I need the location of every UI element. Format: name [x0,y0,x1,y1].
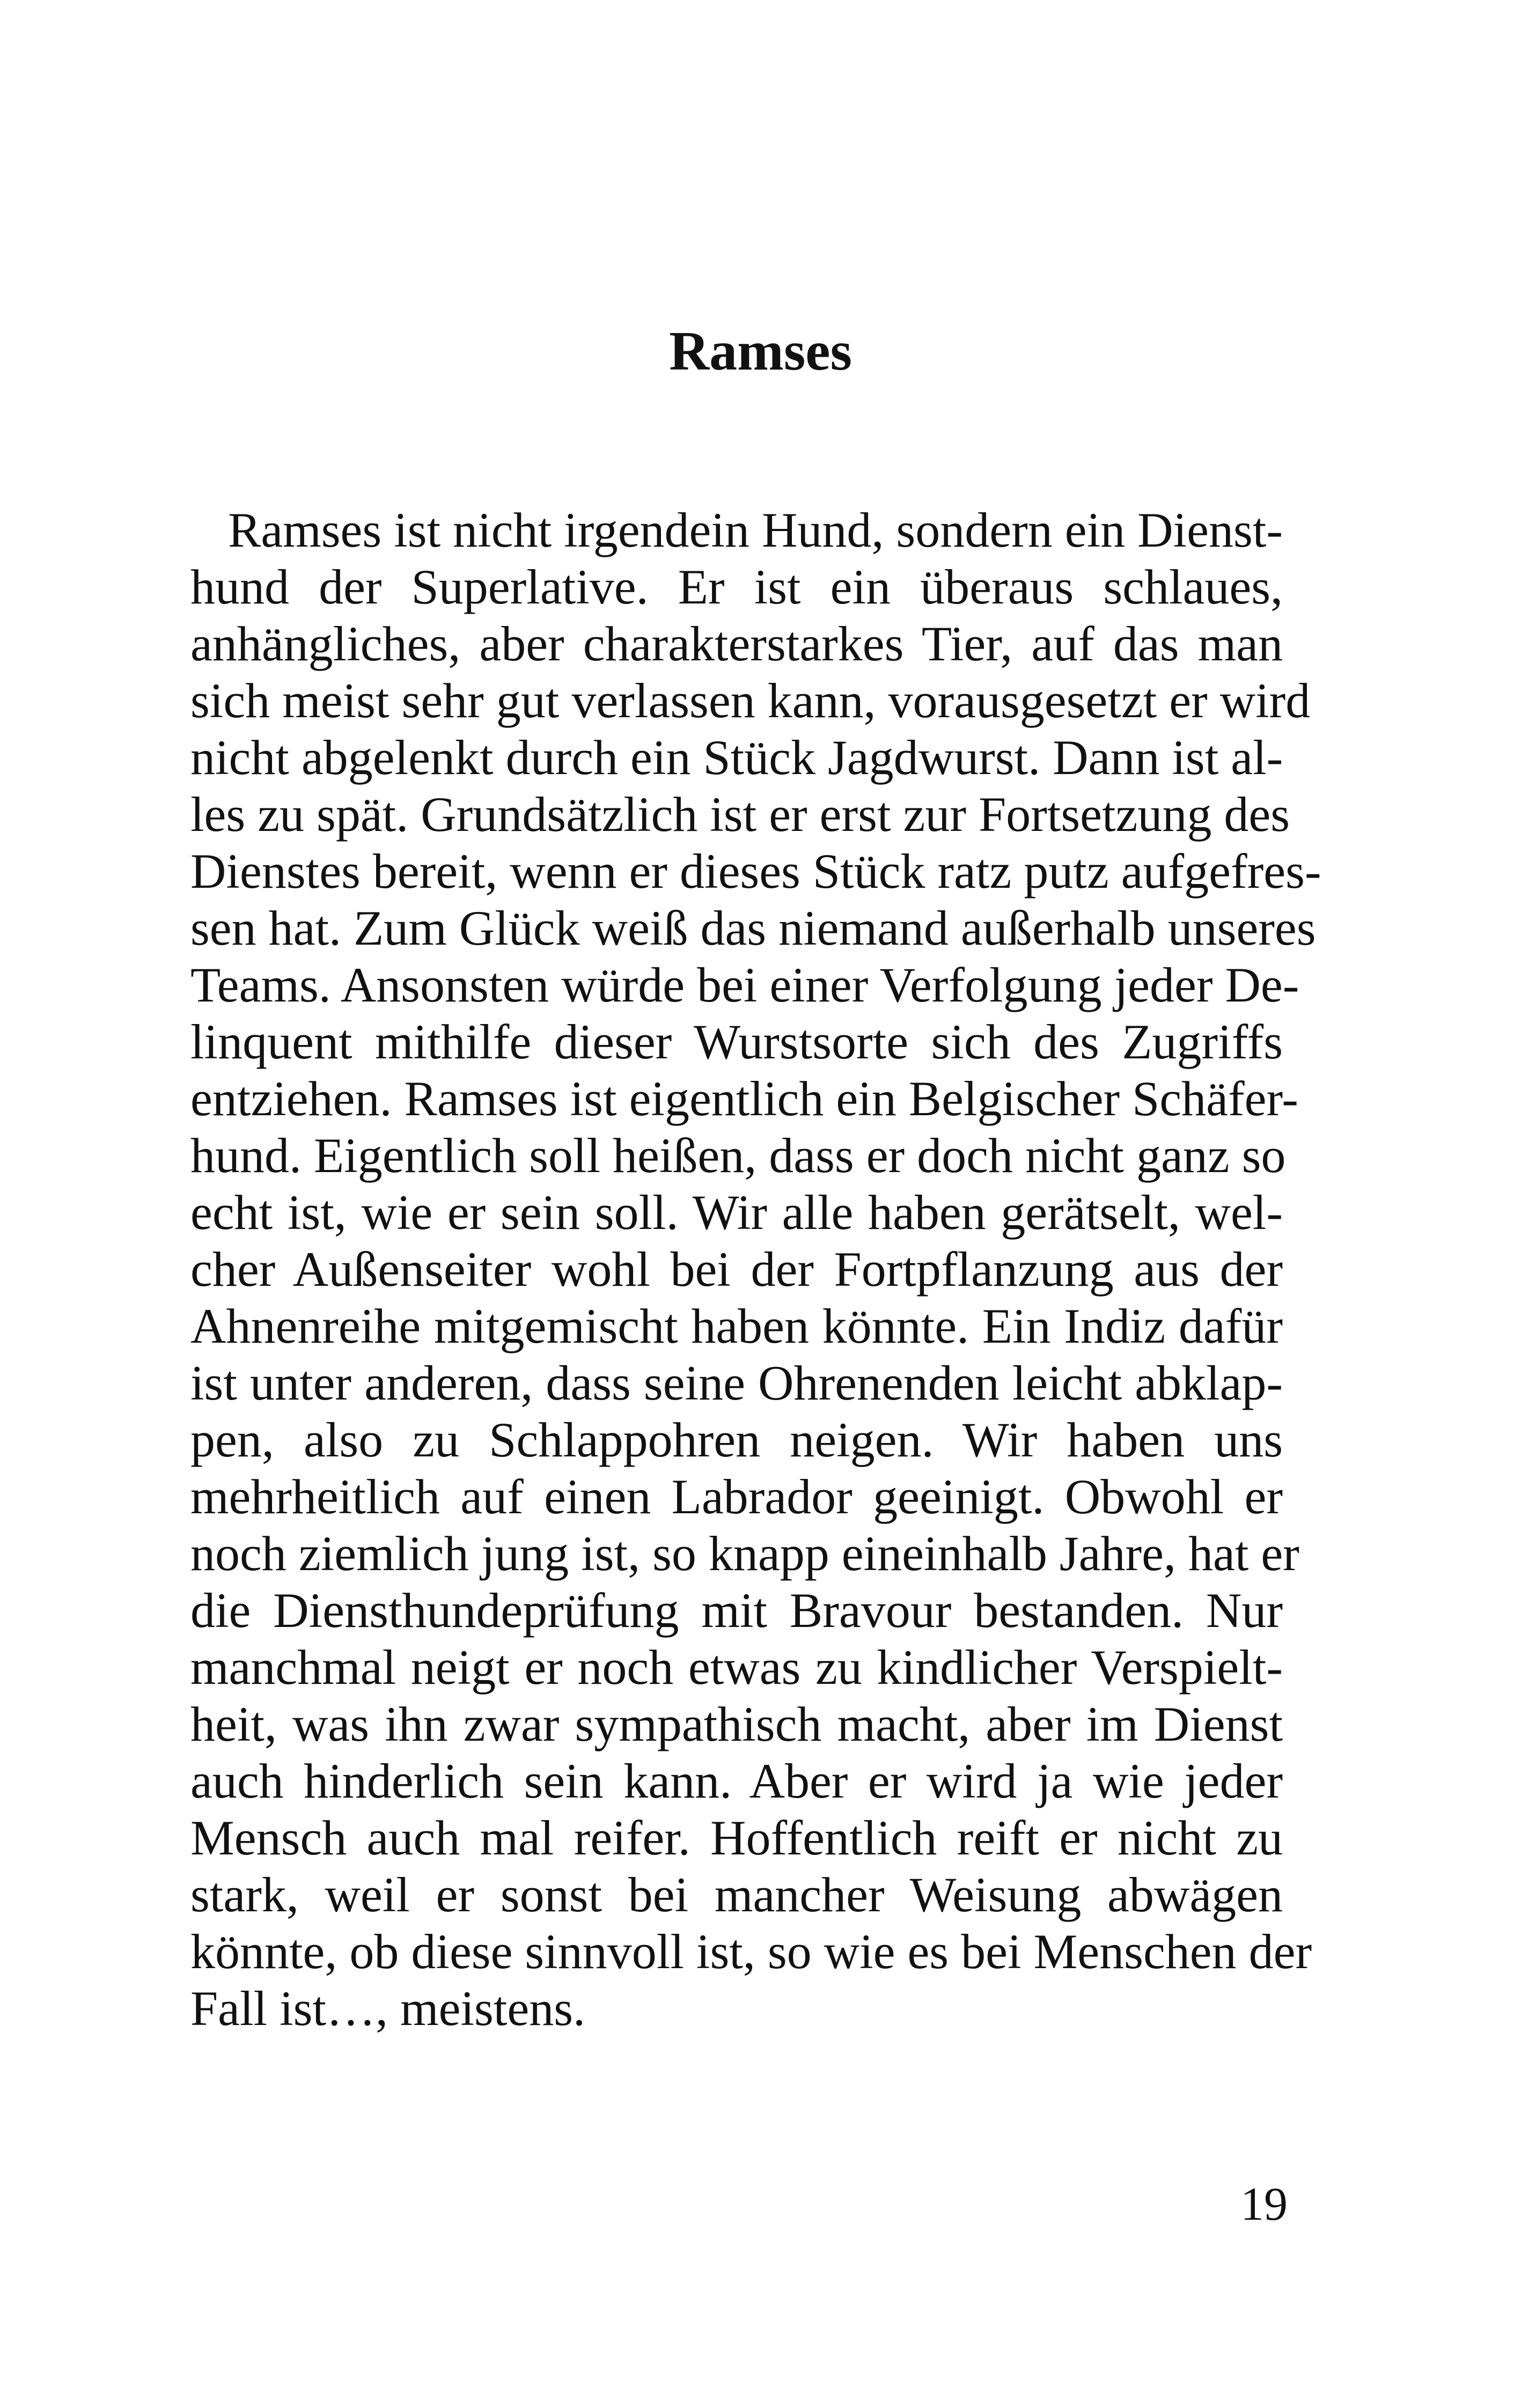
text-line: les zu spät. Grundsätzlich ist er erst zur Fortsetzung des [190,787,1290,842]
text-line: linquent mithilfe dieser Wurstsorte sich des Zugriffs [190,1014,1283,1069]
text-line: Fall ist…, meistens. [190,1981,585,2036]
page-number: 19 [1240,2178,1288,2230]
text-line: manchmal neigt er noch etwas zu kindlicher Verspielt- [190,1640,1283,1695]
text-line: sich meist sehr gut verlassen kann, vorausgesetzt er wird [190,673,1311,728]
text-line: stark, weil er sonst bei mancher Weisung abwägen [190,1867,1283,1922]
text-line: noch ziemlich jung ist, so knapp eineinhalb Jahre, hat er [190,1526,1299,1581]
text-line: mehrheitlich auf einen Labrador geeinigt. Obwohl er [190,1469,1283,1524]
text-line: cher Außenseiter wohl bei der Fortpflanzung aus der [190,1242,1283,1297]
text-line: Mensch auch mal reifer. Hoffentlich reift er nicht zu [190,1810,1283,1865]
text-line: echt ist, wie er sein soll. Wir alle haben gerätselt, wel- [190,1185,1283,1240]
text-line: Dienstes bereit, wenn er dieses Stück ratz putz aufgefres- [190,844,1321,899]
text-line: könnte, ob diese sinnvoll ist, so wie es bei Menschen der [190,1924,1312,1979]
text-line: Ahnenreihe mitgemischt haben könnte. Ein Indiz dafür [190,1299,1283,1353]
text-line: nicht abgelenkt durch ein Stück Jagdwurst. Dann ist al- [190,730,1283,785]
text-line: hund der Superlative. Er ist ein überaus schlaues, [190,559,1283,614]
text-line: anhängliches, aber charakterstarkes Tier, auf das man [190,616,1283,671]
text-line: die Diensthundeprüfung mit Bravour bestanden. Nur [190,1583,1283,1638]
text-line: entziehen. Ramses ist eigentlich ein Belgischer Schäfer- [190,1071,1298,1126]
text-line: heit, was ihn zwar sympathisch macht, aber im Dienst [190,1697,1283,1751]
text-line: Ramses ist nicht irgendein Hund, sondern ein Dienst- [228,503,1283,557]
text-line: Teams. Ansonsten würde bei einer Verfolgung jeder De- [190,958,1299,1012]
text-line: hund. Eigentlich soll heißen, dass er doch nicht ganz so [190,1128,1286,1183]
text-line: auch hinderlich sein kann. Aber er wird ja wie jeder [190,1754,1283,1808]
body-paragraph [190,502,1321,2037]
chapter-title: Ramses [669,320,852,382]
text-line: sen hat. Zum Glück weiß das niemand außerhalb unseres [190,901,1316,955]
text-line: ist unter anderen, dass seine Ohrenenden leicht abklap- [190,1356,1283,1410]
text-line: pen, also zu Schlappohren neigen. Wir haben uns [190,1412,1283,1467]
